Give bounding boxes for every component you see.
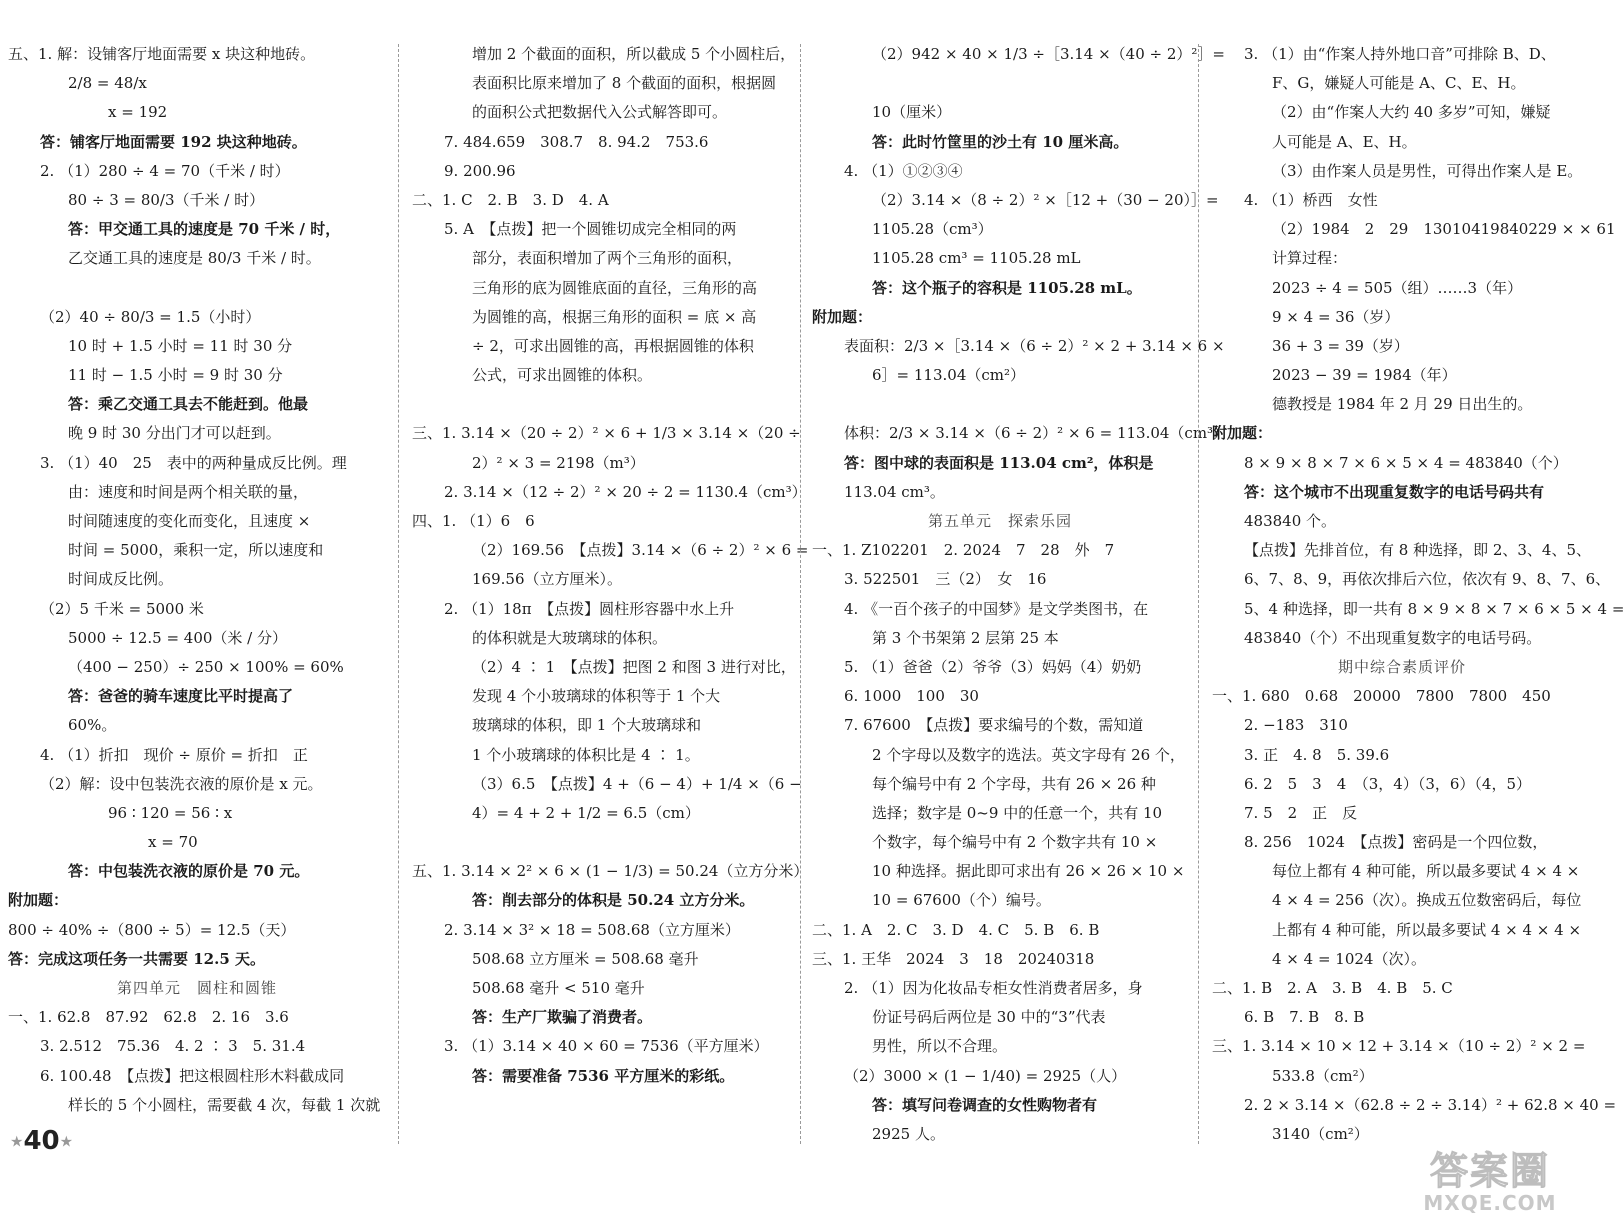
answer-line: 11 时 − 1.5 小时 = 9 时 30 分 (68, 366, 283, 385)
answer-line (412, 828, 788, 857)
answer-line: 三、1. 王华 2024 3 18 20240318 (812, 949, 1095, 968)
answer-line: 4. （1）折扣 现价 ÷ 原价 = 折扣 正 (40, 745, 308, 764)
answer-line: 113.04 cm³。 (844, 482, 945, 501)
answer-line: 一、1. 62.8 87.92 62.8 2. 16 3.6 (8, 1008, 289, 1027)
answer-line: 附加题： (8, 891, 69, 910)
star-icon: ★ (59, 1132, 74, 1151)
answer-line: （3）6.5 【点拨】4 +（6 − 4）+ 1/4 ×（6 − (472, 774, 802, 793)
answer-line: 附加题： (812, 307, 873, 326)
answer-line: 答：这个瓶子的容积是 1105.28 mL。 (872, 278, 1142, 297)
answer-line: 7. 5 2 正 反 (1244, 803, 1358, 822)
answer-line: 2）² × 3 = 2198（m³） (472, 453, 645, 472)
answer-line: 个数字，每个编号中有 2 个数字共有 10 × (872, 833, 1158, 852)
answer-line: 三、1. 3.14 × 10 × 12 + 3.14 ×（10 ÷ 2）² × 2 = (1212, 1037, 1586, 1056)
answer-line: 每位上都有 4 种可能，所以最多要试 4 × 4 × (1272, 862, 1580, 881)
answer-line: 3. （1）3.14 × 40 × 60 = 7536（平方厘米） (444, 1037, 769, 1056)
answer-line: 答：削去部分的体积是 50.24 立方分米。 (472, 891, 755, 910)
answer-line: 【点拨】先排首位，有 8 种选择，即 2、3、4、5、 (1244, 541, 1592, 560)
answer-line: 2023 − 39 = 1984（年） (1272, 366, 1457, 385)
answer-line: （2）由“作案人大约 40 多岁”可知，嫌疑 (1272, 103, 1551, 122)
answer-line: 6. 1000 100 30 (844, 687, 979, 706)
answer-line: 乙交通工具的速度是 80/3 千米 / 时。 (68, 249, 321, 268)
answer-line: （2）942 × 40 × 1/3 ÷［3.14 ×（40 ÷ 2）²］= (872, 45, 1225, 63)
answer-line: 2. 3.14 × 3² × 18 = 508.68（立方厘米） (444, 920, 740, 939)
page-number (10, 1126, 73, 1156)
answer-line: 答：爸爸的骑车速度比平时提高了 (68, 687, 294, 706)
answer-line: 答：填写问卷调查的女性购物者有 (872, 1095, 1098, 1114)
column-divider (800, 44, 801, 1144)
answer-line: 508.68 立方厘米 = 508.68 毫升 (472, 949, 699, 968)
answer-line: 三角形的底为圆锥底面的直径，三角形的高 (472, 278, 758, 297)
watermark-domain: MXQE.COM (1423, 1191, 1557, 1215)
answer-line: 3. 2.512 75.36 4. 2 ∶ 3 5. 31.4 (40, 1037, 306, 1056)
answer-line: 5000 ÷ 12.5 = 400（米 / 分） (68, 628, 288, 647)
page-number-text: 40 (23, 1126, 60, 1156)
answer-line: ÷ 2，可求出圆锥的高，再根据圆锥的体积 (472, 336, 754, 355)
answer-line: 发现 4 个小玻璃球的体积等于 1 个大 (472, 687, 721, 706)
answer-line: 6. B 7. B 8. B (1244, 1008, 1365, 1027)
answer-line: （2）169.56 【点拨】3.14 ×（6 ÷ 2）² × 6 = (472, 541, 809, 560)
answer-line: 60%。 (68, 716, 117, 735)
answer-line (412, 390, 788, 419)
answer-line (8, 274, 386, 303)
answer-line: x = 70 (148, 833, 198, 852)
answer-line: 时间随速度的变化而变化，且速度 × (68, 512, 311, 530)
answer-line: 4 × 4 = 256（次）。换成五位数密码后，每位 (1272, 891, 1582, 910)
answer-line: 508.68 毫升 < 510 毫升 (472, 979, 645, 997)
answer-line: （2）40 ÷ 80/3 = 1.5（小时） (40, 307, 261, 326)
answer-line: 7. 67600 【点拨】要求编号的个数，需知道 (844, 716, 1144, 735)
answer-line: 二、1. A 2. C 3. D 4. C 5. B 6. B (812, 920, 1100, 939)
answer-line: 9 × 4 = 36（岁） (1272, 307, 1400, 326)
section-heading: 第四单元 圆柱和圆锥 (116, 979, 277, 997)
answer-line: 的体积就是大玻璃球的体积。 (472, 628, 668, 647)
answer-line: 3. （1）由“作案人持外地口音”可排除 B、D、 (1244, 45, 1556, 63)
answer-line: （3）由作案人员是男性，可得出作案人是 E。 (1272, 161, 1583, 180)
answer-line: 1 个小玻璃球的体积比是 4 ∶ 1。 (472, 745, 700, 764)
answer-line: 答：乘乙交通工具去不能赶到。他最 (68, 395, 309, 414)
answer-line: 为圆锥的高，根据三角形的面积 = 底 × 高 (472, 307, 757, 326)
answer-column-2 (412, 40, 809, 1155)
answer-line (812, 390, 1188, 419)
answer-line: 2. （1）18π 【点拨】圆柱形容器中水上升 (444, 599, 735, 618)
answer-line: 的面积公式把数据代入公式解答即可。 (472, 103, 728, 122)
section-heading: 期中综合素质评价 (1337, 657, 1466, 676)
answer-line: 5. （1）爸爸（2）爷爷（3）妈妈（4）奶奶 (844, 657, 1142, 676)
answer-line: 10 = 67600（个）编号。 (872, 891, 1051, 910)
answer-line: 10 时 + 1.5 小时 = 11 时 30 分 (68, 336, 293, 355)
answer-line: 男性，所以不合理。 (872, 1037, 1008, 1056)
answer-line: 8. 256 1024 【点拨】密码是一个四位数， (1244, 833, 1548, 852)
answer-line: 体积：2/3 × 3.14 ×（6 ÷ 2）² × 6 = 113.04（cm³） (844, 424, 1229, 443)
answer-line: 1105.28（cm³） (872, 220, 993, 239)
column-divider (398, 44, 399, 1144)
answer-line: 样长的 5 个小圆柱，需要截 4 次，每截 1 次就 (68, 1095, 381, 1114)
answer-line: 玻璃球的体积，即 1 个大玻璃球和 (472, 716, 702, 735)
answer-line: 上都有 4 种可能，所以最多要试 4 × 4 × 4 × (1272, 920, 1582, 939)
answer-line: 四、1. （1）6 6 (412, 512, 535, 530)
answer-line: 2. （1）因为化妆品专柜女性消费者居多，身 (844, 979, 1143, 997)
answer-line: 五、1. 解：设铺客厅地面需要 x 块这种地砖。 (8, 45, 316, 63)
answer-line: （2）3000 × (1 − 1/40) = 2925（人） (844, 1066, 1127, 1085)
answer-line: （2）1984 2 29 13010419840229 × × 61 (1272, 220, 1616, 239)
answer-line: 公式，可求出圆锥的体积。 (472, 366, 653, 385)
answer-line: 4. （1）①②③④ (844, 161, 963, 180)
answer-line: 4）= 4 + 2 + 1/2 = 6.5（cm） (472, 803, 700, 822)
answer-line: 800 ÷ 40% ÷（800 ÷ 5）= 12.5（天） (8, 920, 296, 939)
answer-line: 10 种选择。据此即可求出有 26 × 26 × 10 × (872, 862, 1185, 881)
answer-line: 5、4 种选择，即一共有 8 × 9 × 8 × 7 × 6 × 5 × 4 = (1244, 599, 1624, 618)
answer-line: 答：图中球的表面积是 113.04 cm²，体积是 (844, 453, 1154, 472)
answer-line: 2. 3.14 ×（12 ÷ 2）² × 20 ÷ 2 = 1130.4（cm³） (444, 482, 807, 501)
answer-line: 附加题： (1212, 424, 1273, 443)
answer-line: 表面积比原来增加了 8 个截面的面积，根据圆 (472, 74, 777, 93)
answer-line (812, 69, 1188, 98)
answer-line: 9. 200.96 (444, 161, 516, 180)
answer-line: 3. （1）40 25 表中的两种量成反比例。理 (40, 453, 347, 472)
answer-line: 2925 人。 (872, 1124, 945, 1143)
star-icon: ★ (10, 1132, 24, 1151)
answer-line: 答：需要准备 7536 平方厘米的彩纸。 (472, 1066, 735, 1085)
answer-line: （400 − 250）÷ 250 × 100% = 60% (68, 657, 344, 676)
answer-line: 96 ∶ 120 = 56 ∶ x (108, 803, 233, 822)
answer-line: 答：此时竹筐里的沙土有 10 厘米高。 (872, 132, 1129, 151)
answer-line: （2）4 ∶ 1 【点拨】把图 2 和图 3 进行对比， (472, 657, 796, 676)
answer-line: 晚 9 时 30 分出门才可以赶到。 (68, 424, 281, 443)
answer-line: 483840 个。 (1244, 512, 1337, 530)
answer-line: 一、1. Z102201 2. 2024 7 28 外 7 (812, 541, 1115, 560)
watermark (1400, 1150, 1580, 1214)
answer-line: 2/8 = 48/x (68, 74, 147, 93)
answer-line: 由：速度和时间是两个相关联的量， (68, 482, 309, 501)
answer-line: 二、1. C 2. B 3. D 4. A (412, 190, 609, 209)
answer-line: 答：生产厂欺骗了消费者。 (472, 1008, 653, 1027)
answer-column-1 (8, 40, 386, 1155)
answer-line: 二、1. B 2. A 3. B 4. B 5. C (1212, 979, 1453, 997)
answer-line: 80 ÷ 3 = 80/3（千米 / 时） (68, 190, 265, 209)
answer-line: F、G，嫌疑人可能是 A、C、E、H。 (1272, 74, 1526, 93)
answer-line: 4. 《一百个孩子的中国梦》是文学类图书，在 (844, 599, 1149, 618)
answer-line: 3140（cm²） (1272, 1124, 1369, 1143)
answer-line: 答：铺客厅地面需要 192 块这种地砖。 (40, 132, 307, 151)
answer-line: 第 3 个书架第 2 层第 25 本 (872, 628, 1059, 647)
answer-line: 169.56（立方厘米）。 (472, 570, 622, 589)
answer-line: 6、7、8、9，再依次排后六位，依次有 9、8、7、6、 (1244, 570, 1611, 589)
answer-line: 4 × 4 = 1024（次）。 (1272, 949, 1426, 968)
answer-line: 三、1. 3.14 ×（20 ÷ 2）² × 6 + 1/3 × 3.14 ×（20 ÷ (412, 424, 801, 443)
answer-line: 选择；数字是 0~9 中的任意一个，共有 10 (872, 803, 1163, 822)
answer-line: 部分，表面积增加了两个三角形的面积， (472, 249, 743, 268)
answer-line: 份证号码后两位是 30 中的“3”代表 (872, 1008, 1106, 1027)
answer-line: 6. 100.48 【点拨】把这根圆柱形木料截成同 (40, 1066, 345, 1085)
answer-line: 8 × 9 × 8 × 7 × 6 × 5 × 4 = 483840（个） (1244, 453, 1568, 472)
answer-column-4 (1212, 40, 1624, 1155)
answer-line: 2. 2 × 3.14 ×（62.8 ÷ 2 ÷ 3.14）² + 62.8 × 40 = (1244, 1095, 1617, 1114)
answer-line: 答：这个城市不出现重复数字的电话号码共有 (1244, 482, 1545, 501)
answer-line: （2）5 千米 = 5000 米 (40, 599, 204, 618)
answer-line: 一、1. 680 0.68 20000 7800 7800 450 (1212, 687, 1551, 706)
answer-line: 3. 522501 三（2） 女 16 (844, 570, 1047, 589)
answer-column-3 (812, 40, 1229, 1155)
watermark-main: 答案圈 (1429, 1149, 1550, 1193)
column-divider (1198, 44, 1199, 1144)
answer-line: 5. A 【点拨】把一个圆锥切成完全相同的两 (444, 220, 737, 239)
answer-line: 483840（个）不出现重复数字的电话号码。 (1244, 628, 1542, 647)
answer-line: 答：完成这项任务一共需要 12.5 天。 (8, 949, 265, 968)
answer-line: 五、1. 3.14 × 2² × 6 × (1 − 1/3) = 50.24（立方分米） (412, 862, 809, 881)
answer-line: 人可能是 A、E、H。 (1272, 132, 1417, 151)
answer-line: 表面积：2/3 ×［3.14 ×（6 ÷ 2）² × 2 + 3.14 × 6 × (844, 336, 1225, 355)
answer-line: 4. （1）桥西 女性 (1244, 190, 1378, 209)
answer-line: 时间成反比例。 (68, 570, 174, 589)
answer-line: 2 个字母以及数字的选法。英文字母有 26 个， (872, 745, 1185, 764)
answer-line: 2. （1）280 ÷ 4 = 70（千米 / 时） (40, 161, 290, 180)
answer-line: 每个编号中有 2 个字母，共有 26 × 26 种 (872, 774, 1156, 793)
answer-line: 6. 2 5 3 4 （3，4）（3，6）（4，5） (1244, 774, 1532, 793)
answer-line: 计算过程： (1272, 249, 1348, 268)
answer-line: 3. 正 4. 8 5. 39.6 (1244, 745, 1390, 764)
answer-line: 1105.28 cm³ = 1105.28 mL (872, 249, 1081, 268)
answer-line: 2023 ÷ 4 = 505（组）……3（年） (1272, 278, 1523, 297)
answer-line: 时间 = 5000，乘积一定，所以速度和 (68, 541, 324, 560)
section-heading: 第五单元 探索乐园 (927, 512, 1072, 530)
answer-line: x = 192 (108, 103, 168, 122)
answer-line: 6］= 113.04（cm²） (872, 366, 1026, 385)
answer-line: （2）3.14 ×（8 ÷ 2）² ×［12 +（30 − 20）］= (872, 190, 1219, 209)
answer-line: 533.8（cm²） (1272, 1066, 1374, 1085)
answer-line: （2）解：设中包装洗衣液的原价是 x 元。 (40, 774, 323, 793)
answer-line: 答：甲交通工具的速度是 70 千米 / 时， (68, 220, 341, 239)
answer-line: 10（厘米） (872, 103, 952, 122)
answer-line: 答：中包装洗衣液的原价是 70 元。 (68, 862, 310, 881)
answer-line: 2. −183 310 (1244, 716, 1348, 735)
answer-line: 36 + 3 = 39（岁） (1272, 336, 1409, 355)
answer-line: 7. 484.659 308.7 8. 94.2 753.6 (444, 132, 709, 151)
answer-line: 增加 2 个截面的面积，所以截成 5 个小圆柱后， (472, 45, 796, 63)
answer-line: 德教授是 1984 年 2 月 29 日出生的。 (1272, 395, 1533, 414)
